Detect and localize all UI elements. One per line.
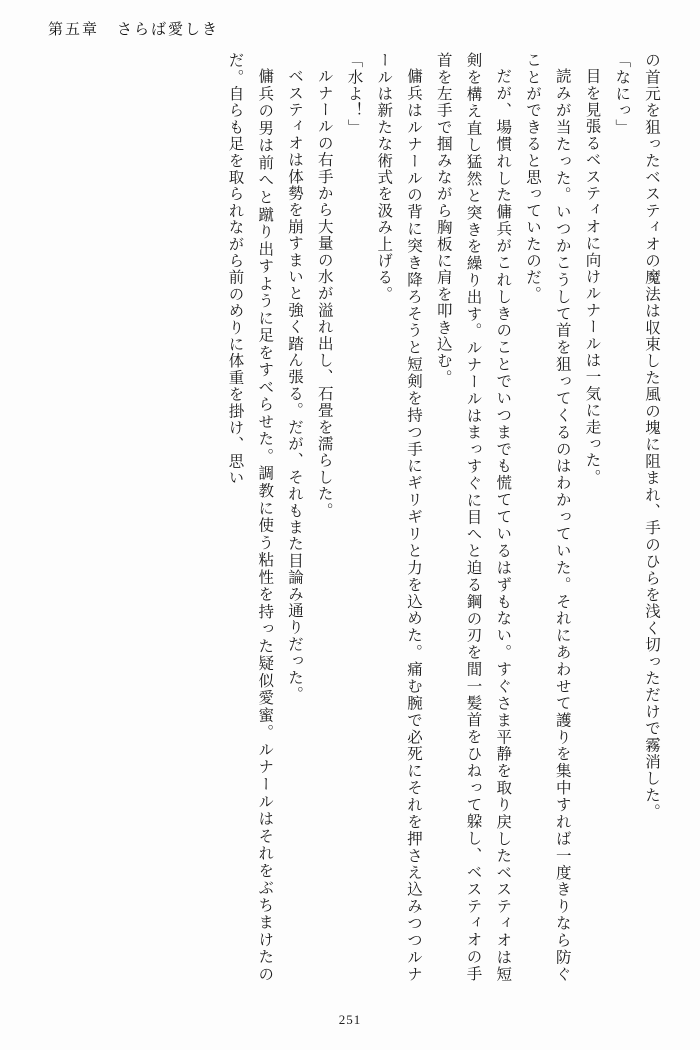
chapter-title: さらば愛しき bbox=[117, 22, 220, 38]
paragraph-dialogue: 「なにっ」 bbox=[613, 52, 631, 136]
page-number: 251 bbox=[338, 1012, 362, 1027]
body-text bbox=[34, 52, 666, 982]
paragraph: だが、場慣れした傭兵がこれしきのことでいつまでも慌てているはずもない。すぐさま平静を取り戻したベスティオは短剣を構え直し猛然と突きを繰り出す。ルナールはまっすぐに目へと迫る鋼の刃を間一髪首をひねって躱し、ベスティオの手首を左手で掴みながら胸板に肩を叩き込む。 bbox=[434, 52, 512, 982]
page-header bbox=[48, 18, 219, 39]
paragraph: の首元を狙ったベスティオの魔法は収束した風の塊に阻まれ、手のひらを浅く切っただけで霧消した。 bbox=[643, 52, 660, 821]
paragraph: 傭兵はルナールの背に突き降ろそうと短剣を持つ手にギリギリと力を込めた。痛む腕で必死にそれを押さえ込みつつルナールは新たな術式を汲み上げる。 bbox=[375, 52, 422, 982]
paragraph-dialogue: 「水よ！」 bbox=[345, 52, 363, 136]
paragraph: 目を見張るベスティオに向けルナールは一気に走った。 bbox=[583, 67, 601, 485]
paragraph: 読みが当たった。いつかこうして首を狙ってくるのはわかっていた。それにあわせて護りを集中すれば一度きりなら防ぐことができると思っていたのだ。 bbox=[524, 52, 571, 982]
chapter-number: 第五章 bbox=[48, 22, 100, 38]
paragraph: ベスティオは体勢を崩すまいと強く踏ん張る。だが、それもまた目論み通りだった。 bbox=[286, 67, 303, 703]
paragraph: ルナールの右手から大量の水が溢れ出し、石畳を濡らした。 bbox=[315, 67, 333, 519]
paragraph: 傭兵の男は前へと蹴り出すように足をすべらせた。調教に使う粘性を持った疑似愛蜜。ルナールはそれをぶちまけたのだ。自らも足を取られながら前のめりに体重を掛け、思い bbox=[226, 52, 274, 982]
